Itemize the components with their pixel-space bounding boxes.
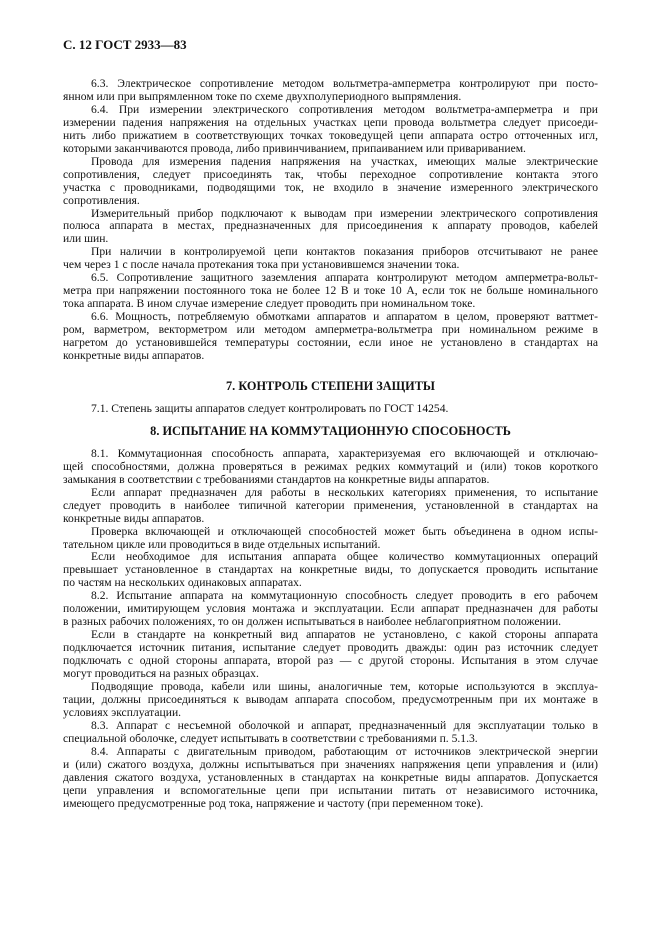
paragraph-line: 8.4. Аппараты с двигательным приводом, работающим от источников электрической энергии (91, 745, 598, 758)
paragraph-line: Если аппарат предназначен для работы в нескольких категориях применения, то испытание (91, 486, 598, 499)
paragraph-line: замыкания в соответствии с требованиями стандартов на конкретные виды аппаратов. (63, 473, 490, 486)
section-heading: 7. КОНТРОЛЬ СТЕПЕНИ ЗАЩИТЫ (226, 378, 435, 393)
paragraph-line: полюса аппарата в местах, предназначенных для присоединения к аппарату проводов, кабелей (63, 220, 598, 233)
paragraph-line: участка с проводниками, подводящими ток, не входило в значение измеренного электрического (63, 181, 598, 194)
paragraph-line: специальной оболочке, следует испытывать в соответствии с требованиями п. 5.1.3. (63, 732, 478, 745)
paragraph-line: Измерительный прибор подключают к выводам при измерении электрического сопротивления (91, 207, 598, 220)
paragraph-line: в разных рабочих положениях, то он должен испытываться в наиболее неблагоприятном положении. (63, 616, 562, 629)
paragraph (63, 246, 598, 272)
paragraph-line: При наличии в контролируемой цепи контактов показания приборов отсчитывают не ранее (91, 246, 598, 259)
paragraph-line: могут проводиться на разных образцах. (63, 668, 259, 681)
paragraph-line: нагретом до установившейся температуры состоянии, если иное не установлено в стандартах на (63, 337, 598, 350)
paragraph-line: 6.5. Сопротивление защитного заземления аппарата контролируют методом амперметра-вольт- (91, 272, 598, 285)
paragraph-line: метра при напряжении постоянного тока не более 12 В и токе 10 А, если ток не больше номинального (63, 285, 598, 298)
page-header: С. 12 ГОСТ 2933—83 (63, 37, 187, 52)
paragraph-line: Проверка включающей и отключающей способностей может быть объединена в одном испы- (91, 525, 598, 538)
paragraph-line: Если необходимое для испытания аппарата общее количество коммутационных операций (91, 551, 598, 564)
paragraph-line: и (или) сжатого воздуха, должны испытываться при значениях напряжения цепи управления и (или) (63, 758, 598, 771)
paragraph-line: 8.1. Коммутационная способность аппарата, характеризуемая его включающей и отключаю- (91, 447, 598, 460)
paragraph (63, 746, 598, 811)
paragraph-line: чем через 1 с после начала протекания тока при установившемся значении тока. (63, 259, 460, 272)
paragraph-line: 6.6. Мощность, потребляемую обмотками аппаратов и аппаратом в целом, проверяют ваттмет- (91, 311, 598, 324)
paragraph-line: тательном цикле или проводиться в виде отдельных испытаний. (63, 538, 381, 551)
paragraph (63, 448, 598, 487)
paragraph-line: подключать с одной стороны аппарата, второй раз — с другой стороны. Испытания в этом случае (63, 655, 598, 668)
paragraph-line: Если в стандарте на конкретный вид аппаратов не установлено, с какой стороны аппарата (91, 629, 598, 642)
paragraph-line: тока аппарата. В ином случае измерение следует проводить при номинальном токе. (63, 298, 476, 311)
paragraph-line: имеющего предусмотренные род тока, напряжение и частоту (при переменном токе). (63, 797, 484, 810)
paragraph-line: по частям на нескольких одинаковых аппаратах. (63, 577, 302, 590)
paragraph (63, 629, 598, 681)
paragraph-line: конкретные виды аппаратов. (63, 512, 205, 525)
paragraph-line: Подводящие провода, кабели или шины, аналогичные тем, которые используются в эксплуа- (91, 680, 598, 693)
paragraph (63, 526, 598, 552)
paragraph (63, 590, 598, 629)
paragraph-line: 8.2. Испытание аппарата на коммутационную способность следует проводить в его рабочем (91, 590, 598, 603)
paragraph-line: которыми заканчиваются провода, либо привинчиванием, припаиванием или привариванием. (63, 142, 526, 155)
paragraph-line: измерении падения напряжения на отдельных участках цепи провода вольтметра следует присоеди- (63, 116, 598, 129)
paragraph (63, 78, 598, 104)
paragraph-line: щей способностями, должна проверяться в режимах редких коммутаций и (или) токов короткого (63, 460, 598, 473)
paragraph (63, 681, 598, 720)
paragraph-line: сопротивления. (63, 194, 140, 207)
paragraph (63, 156, 598, 208)
paragraph-line: положении, имитирующем условия монтажа и эксплуатации. Если аппарат предназначен для работы (63, 603, 598, 616)
paragraph-line: 6.3. Электрическое сопротивление методом вольтметра-амперметра контролируют при посто- (91, 78, 598, 90)
paragraph-line: подключается источник питания, испытание следует проводить дважды: один раз источник следует (63, 642, 598, 655)
paragraph-line: Провода для измерения падения напряжения на участках, имеющих малые электрические (91, 155, 598, 168)
document-body (63, 78, 598, 811)
paragraph-line: условиях эксплуатации. (63, 706, 182, 719)
paragraph-line: 7.1. Степень защиты аппаратов следует контролировать по ГОСТ 14254. (91, 402, 449, 415)
paragraph (63, 104, 598, 156)
paragraph-line: тации, должны присоединяться к выводам аппарата способом, предусмотренным при их монтаже в (63, 693, 598, 706)
paragraph-line: превышает установленное в стандартах на конкретные виды, то допускается проводить испытание (63, 564, 598, 577)
paragraph-line: давления сжатого воздуха, установленных в стандартах на конкретные виды аппаратов. Допускается (63, 771, 598, 784)
paragraph (63, 720, 598, 746)
paragraph (63, 403, 598, 416)
paragraph-line: янном или при выпрямленном токе по схеме двухполупериодного выпрямления. (63, 90, 462, 103)
paragraph (63, 487, 598, 526)
paragraph-line: следует проводить в наиболее типичной категории применения, установленной в стандартах на (63, 499, 598, 512)
paragraph-line: цепи управления и вспомогательные цепи при испытании питать от независимого источника, (63, 784, 598, 797)
paragraph-line: или шин. (63, 233, 109, 246)
paragraph-line: ром, варметром, векторметром или методом амперметра-вольтметра при номинальном режиме в (63, 324, 598, 337)
section-heading: 8. ИСПЫТАНИЕ НА КОММУТАЦИОННУЮ СПОСОБНОСТЬ (150, 423, 511, 438)
paragraph (63, 551, 598, 590)
paragraph (63, 208, 598, 247)
paragraph-line: нить либо прижатием в соответствующих точках токоведущей цепи аппарата остро отточенных игл, (63, 129, 598, 142)
paragraph-line: 6.4. При измерении электрического сопротивления методом вольтметра-амперметра и при (91, 103, 598, 116)
paragraph-line: 8.3. Аппарат с несъемной оболочкой и аппарат, предназначенный для эксплуатации только в (91, 719, 598, 732)
paragraph (63, 272, 598, 311)
paragraph-line: конкретные виды аппаратов. (63, 350, 205, 363)
paragraph (63, 311, 598, 363)
paragraph-line: сопротивления, следует присоединять так, чтобы переходное сопротивление контакта этого (63, 168, 598, 181)
